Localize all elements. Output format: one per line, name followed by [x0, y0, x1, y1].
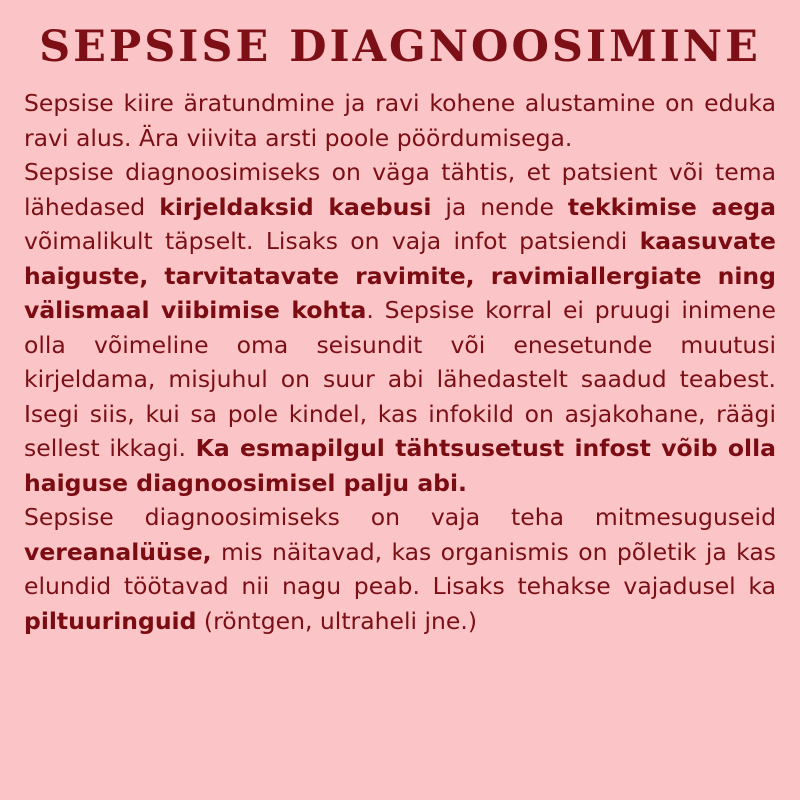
page-title: SEPSISE DIAGNOOSIMINE	[39, 22, 761, 72]
paragraph-tests	[24, 500, 776, 638]
body-text	[24, 86, 776, 638]
tests-text-2: mis näitavad, kas organismis on põletik ja kas elundid töötavad nii nagu peab. Lisaks tehakse vajadusel ka	[24, 537, 776, 600]
tests-text-3: (röntgen, ultraheli jne.)	[196, 606, 478, 635]
info-text-3: võimalikult täpselt. Lisaks on vaja infot patsiendi	[24, 227, 640, 255]
info-text-4: . Sepsise korral ei pruugi inimene olla võimeline oma seisundit või enesetunde muutusi kirjeldama, misjuhul on suur abi lähedastelt saadud teabest. Isegi siis, kui sa pole kindel, kas infokild on asjakohane, räägi sellest ikkagi.	[24, 296, 777, 462]
info-bold-complaints: kirjeldaksid kaebusi	[159, 192, 432, 221]
tests-text-1: Sepsise diagnoosimiseks on vaja teha mitmesuguseid	[24, 503, 776, 531]
intro-text: Sepsise kiire äratundmine ja ravi kohene alustamine on eduka ravi alus. Ära viivita arsti poole pöördumisega.	[24, 89, 776, 152]
paragraph-intro	[24, 86, 776, 155]
info-bold-onset-time: tekkimise aega	[567, 192, 776, 221]
tests-bold-blood-tests: vereanalüüse,	[24, 537, 212, 566]
info-bold-any-info-helps: Ka esmapilgul tähtsusetust infost võib olla haiguse diagnoosimisel palju abi.	[24, 434, 777, 497]
info-text-1: Sepsise diagnoosimiseks on väga tähtis, et patsient või tema lähedased	[24, 158, 776, 221]
info-bold-medical-history: kaasuvate haiguste, tarvitatavate ravimite, ravimiallergiate ning välismaal viibimise kohta	[24, 227, 776, 324]
tests-bold-imaging: piltuuringuid	[24, 606, 197, 635]
info-text-2: ja nende	[431, 192, 568, 221]
paragraph-information	[24, 155, 776, 500]
